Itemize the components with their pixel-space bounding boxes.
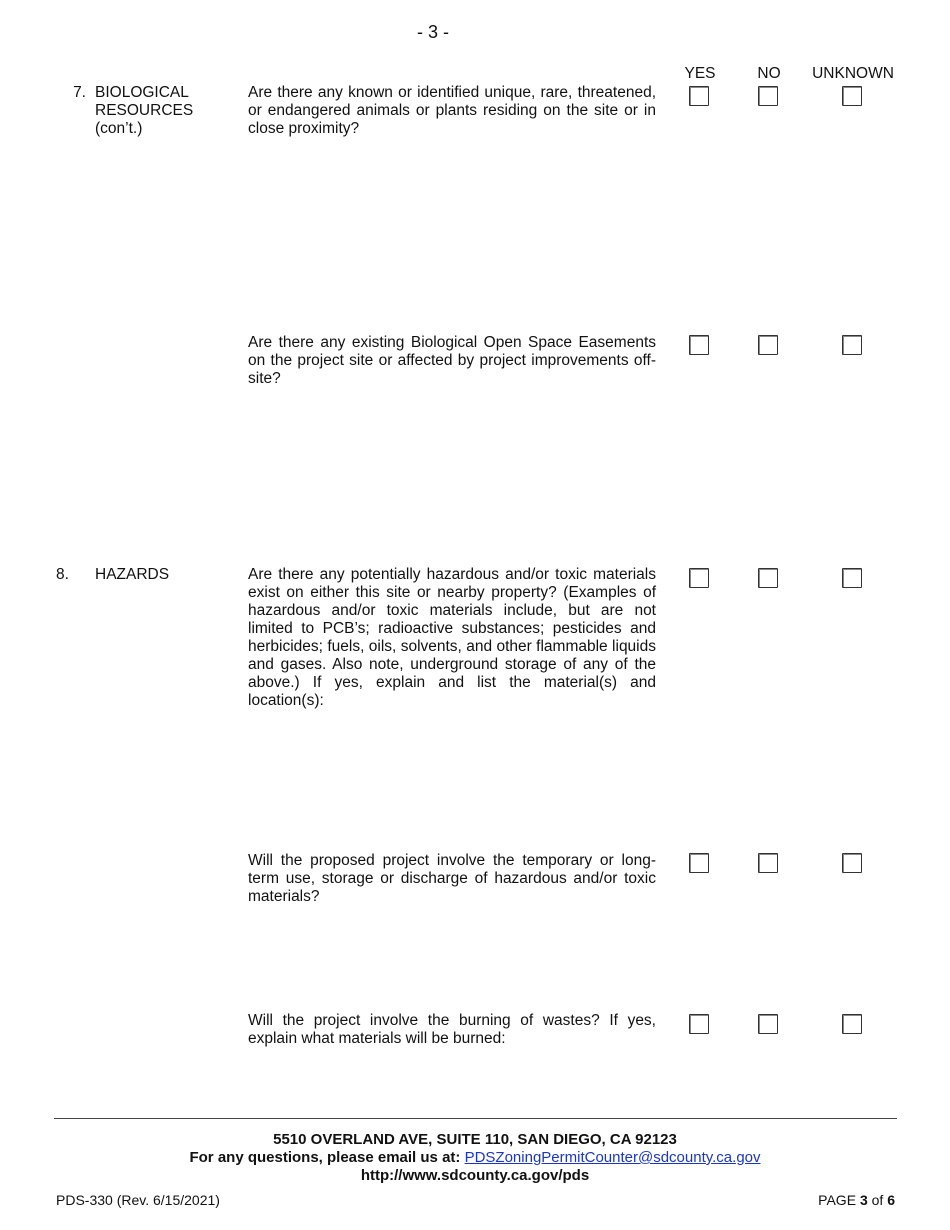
yes-checkbox[interactable]: [689, 568, 709, 588]
question-text: Are there any potentially hazardous and/or toxic materials exist on either this site or nearby property? (Examples of hazardous and/or toxic materials include, but are not limited to PCB’s; radioactive substances; pesticides and herbicides; fuels, oils, solvents, and other flammable liquids and gases. Also note, underground storage of any of the above.) If yes, explain and list the material(s) and location(s):: [248, 566, 656, 709]
yes-checkbox[interactable]: [689, 853, 709, 873]
column-header-yes: YES: [684, 65, 716, 82]
unknown-checkbox[interactable]: [842, 86, 862, 106]
page-current: 3: [859, 1192, 868, 1208]
unknown-checkbox[interactable]: [842, 335, 862, 355]
email-link[interactable]: PDSZoningPermitCounter@sdcounty.ca.gov: [464, 1149, 761, 1166]
question-text: Are there any existing Biological Open Space Easements on the project site or affected by project improvements off-site?: [248, 334, 656, 387]
no-checkbox[interactable]: [758, 568, 778, 588]
footer-address: 5510 OVERLAND AVE, SUITE 110, SAN DIEGO, CA 92123: [273, 1131, 677, 1148]
footer-divider: [54, 1118, 897, 1119]
section-title-line: BIOLOGICAL: [95, 84, 189, 101]
yes-checkbox[interactable]: [689, 86, 709, 106]
form-id: PDS-330 (Rev. 6/15/2021): [56, 1192, 220, 1208]
column-header-unknown: UNKNOWN: [812, 65, 894, 82]
section-title-line: RESOURCES: [95, 102, 194, 119]
footer-contact: [0, 1149, 950, 1166]
footer-website: http://www.sdcounty.ca.gov/pds: [360, 1167, 590, 1184]
question-text: Will the proposed project involve the temporary or long-term use, storage or discharge of hazardous and/or toxic materials?: [248, 852, 656, 905]
page-number: - 3 -: [416, 22, 449, 42]
page-label: PAGE: [818, 1192, 857, 1208]
section-number: 7.: [73, 84, 86, 101]
no-checkbox[interactable]: [758, 335, 778, 355]
yes-checkbox[interactable]: [689, 1014, 709, 1034]
section-title-line: (con’t.): [95, 120, 143, 137]
section-number: 8.: [56, 566, 69, 583]
no-checkbox[interactable]: [758, 853, 778, 873]
page-total: 6: [887, 1192, 895, 1208]
section-title: [95, 84, 235, 138]
page-of-label: of: [871, 1192, 884, 1208]
section-title: HAZARDS: [95, 566, 170, 583]
page-indicator: [760, 1192, 895, 1208]
yes-checkbox[interactable]: [689, 335, 709, 355]
no-checkbox[interactable]: [758, 86, 778, 106]
question-text: Will the project involve the burning of wastes? If yes, explain what materials will be burned:: [248, 1012, 656, 1047]
question-text: Are there any known or identified unique, rare, threatened, or endangered animals or plants residing on the site or in close proximity?: [248, 84, 656, 137]
unknown-checkbox[interactable]: [842, 568, 862, 588]
column-header-no: NO: [757, 65, 781, 82]
unknown-checkbox[interactable]: [842, 1014, 862, 1034]
footer-questions-prefix: For any questions, please email us at:: [189, 1149, 461, 1166]
unknown-checkbox[interactable]: [842, 853, 862, 873]
no-checkbox[interactable]: [758, 1014, 778, 1034]
